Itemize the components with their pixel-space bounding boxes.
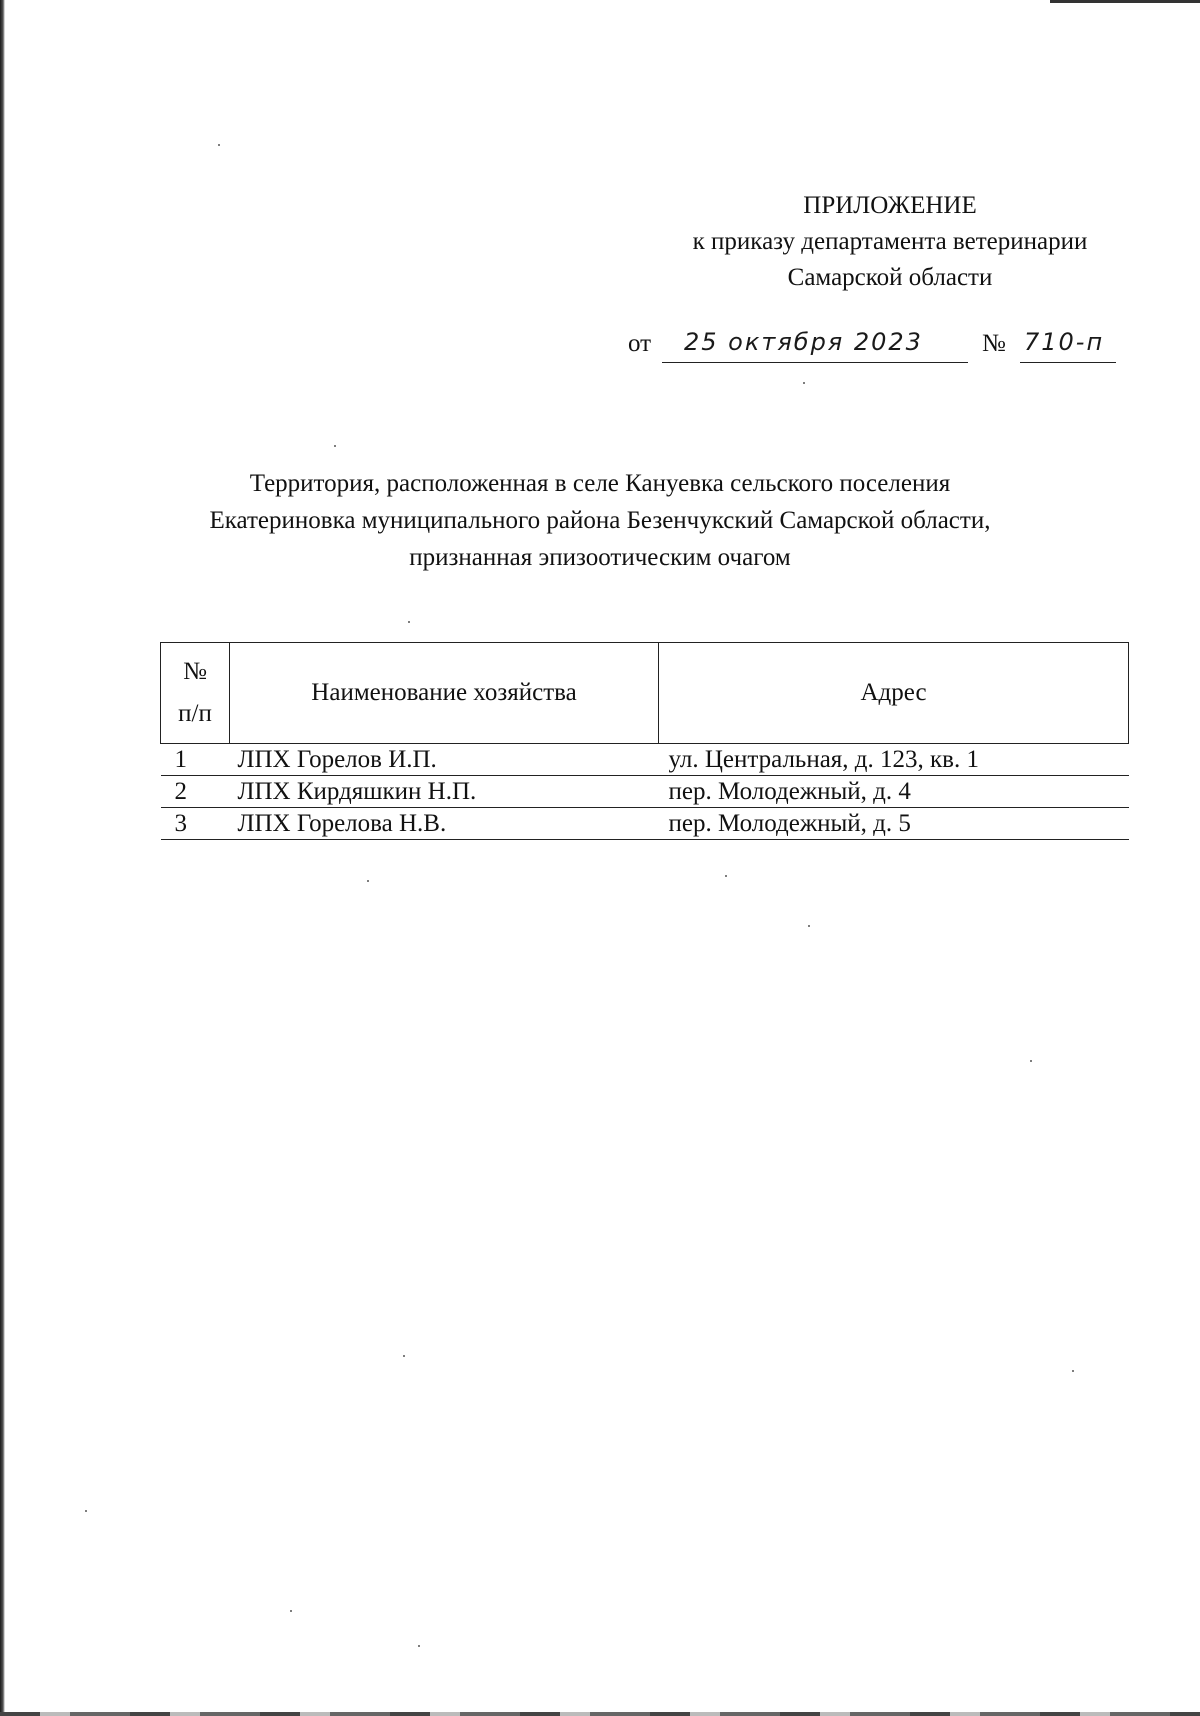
scan-edge-left <box>0 0 5 1716</box>
row-number: 3 <box>161 808 230 840</box>
table-row <box>161 776 1129 808</box>
appendix-header <box>620 188 1160 296</box>
row-farm-name: ЛПХ Горелов И.П. <box>230 744 659 776</box>
table-row <box>161 744 1129 776</box>
scan-speck <box>290 1610 292 1612</box>
order-date-handwritten: 25 октября 2023 <box>684 328 923 356</box>
scan-speck <box>403 1355 405 1357</box>
scan-speck <box>803 382 805 384</box>
row-address: ул. Центральная, д. 123, кв. 1 <box>659 744 1129 776</box>
scan-edge-bottom <box>0 1712 1200 1716</box>
scan-speck <box>1030 1060 1032 1062</box>
scan-speck <box>85 1510 87 1512</box>
header-number-pp: п/п <box>178 700 212 727</box>
header-address: Адрес <box>659 643 1129 744</box>
row-number: 2 <box>161 776 230 808</box>
header-number <box>161 643 230 744</box>
scan-speck <box>408 621 410 623</box>
scan-speck <box>725 875 727 877</box>
row-address: пер. Молодежный, д. 5 <box>659 808 1129 840</box>
document-title-line-2: Екатериновка муниципального района Безенчукский Самарской области, <box>209 507 991 534</box>
appendix-line-2: Самарской области <box>787 264 993 291</box>
order-number-label: № <box>982 330 1006 357</box>
scan-speck <box>218 144 220 146</box>
table-row <box>161 808 1129 840</box>
order-from-label: от <box>628 330 652 357</box>
scan-speck <box>334 445 336 447</box>
order-number-handwritten: 710-п <box>1024 328 1105 356</box>
document-title <box>140 465 1060 576</box>
row-farm-name: ЛПХ Кирдяшкин Н.П. <box>230 776 659 808</box>
appendix-line-1: к приказу департамента ветеринарии <box>692 228 1088 255</box>
row-farm-name: ЛПХ Горелова Н.В. <box>230 808 659 840</box>
row-number: 1 <box>161 744 230 776</box>
scan-speck <box>808 925 810 927</box>
order-number-underline <box>1020 330 1116 363</box>
document-title-line-1: Территория, расположенная в селе Кануевка сельского поселения <box>249 470 951 497</box>
farms-table <box>160 642 1129 840</box>
scan-speck <box>367 880 369 882</box>
scan-edge-top <box>1050 0 1200 3</box>
appendix-title: ПРИЛОЖЕНИЕ <box>803 192 977 219</box>
order-line <box>628 330 1118 364</box>
header-farm-name: Наименование хозяйства <box>230 643 659 744</box>
document-title-line-3: признанная эпизоотическим очагом <box>409 544 791 571</box>
order-date-underline <box>662 330 968 363</box>
table-header-row <box>161 643 1129 744</box>
header-number-symbol: № <box>183 658 207 685</box>
scan-speck <box>418 1645 420 1647</box>
row-address: пер. Молодежный, д. 4 <box>659 776 1129 808</box>
scan-speck <box>1072 1370 1074 1372</box>
